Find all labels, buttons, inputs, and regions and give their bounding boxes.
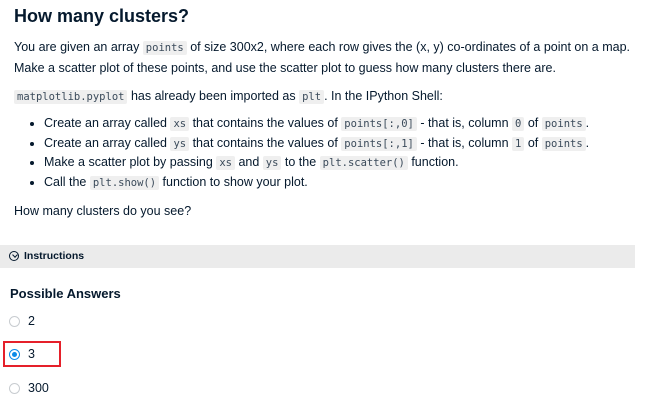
- bullet-text: Call the: [44, 174, 90, 189]
- bullet-text: Make a scatter plot by passing: [44, 155, 217, 169]
- imported-text: has already been imported as: [127, 89, 300, 103]
- bullet-text: .: [585, 116, 590, 130]
- code-points: points: [542, 117, 586, 131]
- intro-text: of size 300x2, where each row gives the (x, y) co-ordinates of a point on a map. Make a scatter plot of these points, and use the scatter plot to guess how many clusters there are.: [14, 40, 631, 75]
- bullet-item: [44, 114, 644, 134]
- bullet-item: [44, 134, 644, 154]
- bullet-text: function.: [407, 155, 459, 169]
- instructions-label: Instructions: [24, 250, 85, 262]
- bullet-text: Create an array called: [44, 135, 171, 150]
- possible-answers-heading: Possible Answers: [10, 286, 121, 301]
- bullet-text: of: [524, 135, 542, 150]
- bullet-text: and: [234, 155, 263, 169]
- code-points: points: [143, 41, 187, 55]
- bullet-text: .: [585, 135, 590, 150]
- code-ys: ys: [263, 156, 282, 170]
- code-xs: xs: [170, 117, 189, 131]
- answer-label: 2: [28, 314, 35, 328]
- answer-label: 3: [28, 347, 35, 361]
- bullet-text: - that is, column: [416, 135, 513, 150]
- code-plt-show: plt.show(): [90, 176, 159, 190]
- intro-text: You are given an array: [14, 40, 143, 54]
- code-one: 1: [512, 137, 524, 151]
- radio-unchecked-icon[interactable]: [9, 383, 20, 394]
- code-points-col0: points[:,0]: [341, 117, 417, 131]
- radio-unchecked-icon[interactable]: [9, 316, 20, 327]
- bullet-text: that contains the values of: [189, 116, 342, 130]
- bullet-text: of: [524, 116, 542, 130]
- code-xs: xs: [216, 156, 235, 170]
- bullet-text: Create an array called: [44, 116, 171, 130]
- selection-highlight: [3, 341, 61, 367]
- bullet-text: function to show your plot.: [159, 174, 308, 189]
- bullet-item: [44, 173, 644, 193]
- intro-paragraph: [14, 37, 634, 78]
- imported-paragraph: [14, 86, 634, 107]
- bullet-text: that contains the values of: [189, 135, 342, 150]
- code-plt: plt: [299, 90, 324, 104]
- page-title: How many clusters?: [14, 6, 190, 26]
- chevron-down-icon: [9, 251, 19, 261]
- code-ys: ys: [170, 137, 189, 151]
- code-zero: 0: [512, 117, 524, 131]
- bullet-text: to the: [281, 155, 320, 169]
- code-points: points: [542, 137, 586, 151]
- instruction-bullets: [14, 114, 644, 192]
- bullet-text: - that is, column: [416, 116, 513, 130]
- answer-label: 300: [28, 381, 49, 395]
- bullet-item: [44, 153, 644, 173]
- code-points-col1: points[:,1]: [341, 137, 417, 151]
- imported-text: . In the IPython Shell:: [324, 89, 443, 103]
- code-plt-scatter: plt.scatter(): [320, 156, 408, 170]
- question-text: How many clusters do you see?: [14, 204, 192, 218]
- code-matplotlib: matplotlib.pyplot: [14, 90, 127, 104]
- instructions-toggle[interactable]: [0, 245, 635, 268]
